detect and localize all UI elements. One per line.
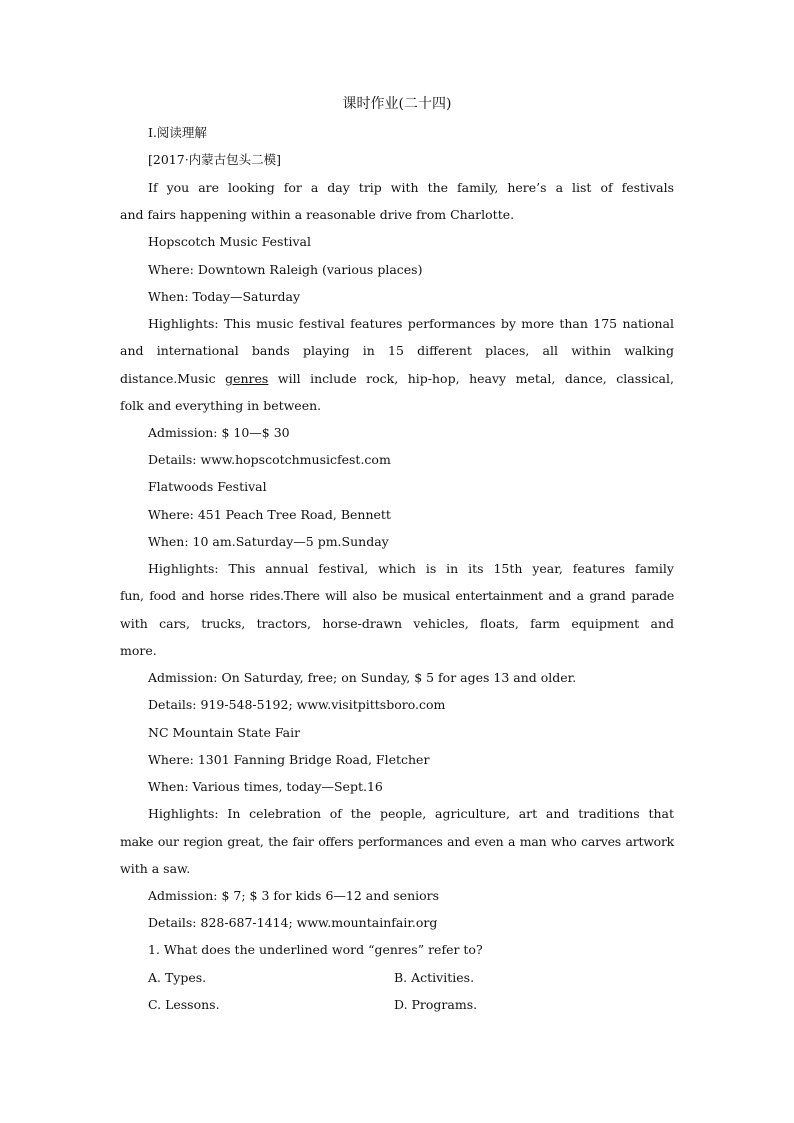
festival-2-name: Flatwoods Festival <box>148 479 267 494</box>
festival-1-when: When: Today—Saturday <box>148 289 301 304</box>
highlights-text: distance.Music <box>120 371 226 386</box>
festival-1-highlights-line-3 <box>120 371 674 387</box>
festival-2-where: Where: 451 Peach Tree Road, Bennett <box>148 507 391 522</box>
festival-3-highlights-line-3: with a saw. <box>120 861 191 876</box>
festival-2-highlights-line-3: with cars, trucks, tractors, horse-drawn vehicles, floats, farm equipment and <box>120 616 674 631</box>
festival-2-when: When: 10 am.Saturday—5 pm.Sunday <box>148 534 389 549</box>
highlights-text: will include rock, hip-hop, heavy metal, dance, classical, <box>268 371 674 386</box>
festival-1-highlights-line-1: Highlights: This music festival features performances by more than 175 national <box>148 316 674 331</box>
question-1-option-b: B. Activities. <box>394 970 475 985</box>
page-title: 课时作业(二十四) <box>342 96 452 112</box>
festival-2-highlights-line-2: fun, food and horse rides.There will also be musical entertainment and a grand parade <box>120 588 674 603</box>
festival-3-when: When: Various times, today—Sept.16 <box>148 779 383 794</box>
festival-2-admission: Admission: On Saturday, free; on Sunday, $ 5 for ages 13 and older. <box>148 670 577 685</box>
festival-2-details: Details: 919-548-5192; www.visitpittsboro.com <box>148 697 446 712</box>
festival-3-where: Where: 1301 Fanning Bridge Road, Fletcher <box>148 752 430 767</box>
festival-1-where: Where: Downtown Raleigh (various places) <box>148 262 423 277</box>
festival-1-details: Details: www.hopscotchmusicfest.com <box>148 452 391 467</box>
section-heading: Ⅰ.阅读理解 <box>148 125 207 140</box>
festival-3-details: Details: 828-687-1414; www.mountainfair.org <box>148 915 438 930</box>
festival-3-admission: Admission: $ 7; $ 3 for kids 6—12 and seniors <box>148 888 440 903</box>
festival-1-admission: Admission: $ 10—$ 30 <box>148 425 290 440</box>
festival-3-highlights-line-1: Highlights: In celebration of the people, agriculture, art and traditions that <box>148 806 674 821</box>
question-1-option-c: C. Lessons. <box>148 997 220 1012</box>
intro-line-1: If you are looking for a day trip with the family, here’s a list of festivals <box>148 180 674 195</box>
intro-line-2: and fairs happening within a reasonable drive from Charlotte. <box>120 207 515 222</box>
question-1-option-a: A. Types. <box>148 970 207 985</box>
festival-3-name: NC Mountain State Fair <box>148 725 301 740</box>
question-1-option-d: D. Programs. <box>394 997 478 1012</box>
festival-2-highlights-line-1: Highlights: This annual festival, which is in its 15th year, features family <box>148 561 674 576</box>
underlined-word-genres: genres <box>225 371 269 386</box>
festival-1-highlights-line-4: folk and everything in between. <box>120 398 322 413</box>
festival-3-highlights-line-2: make our region great, the fair offers performances and even a man who carves artwork <box>120 834 674 849</box>
festival-1-highlights-line-2: and international bands playing in 15 different places, all within walking <box>120 343 674 358</box>
question-1-stem: 1. What does the underlined word “genres” refer to? <box>148 942 483 957</box>
source-label: [2017·内蒙古包头二模] <box>148 152 282 167</box>
festival-2-highlights-line-4: more. <box>120 643 157 658</box>
festival-1-name: Hopscotch Music Festival <box>148 234 311 249</box>
